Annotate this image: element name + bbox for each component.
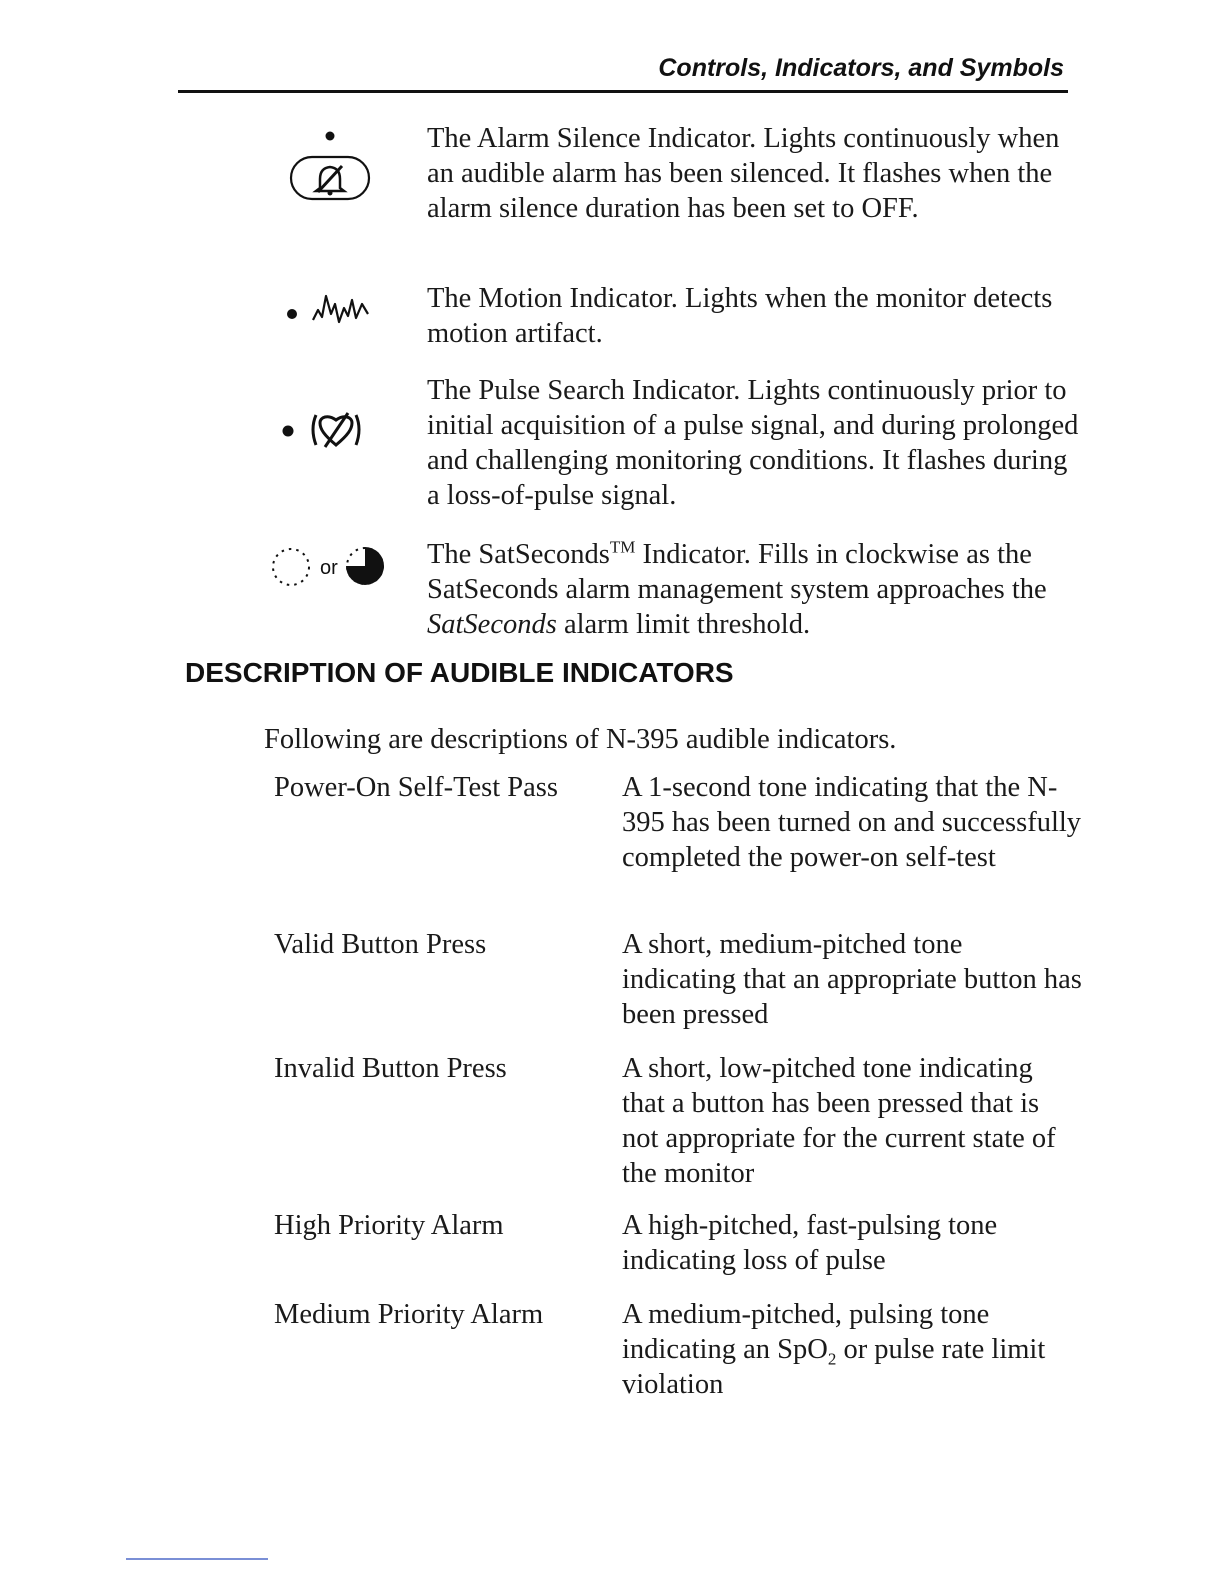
motion-description xyxy=(427,281,1087,351)
satseconds-text-a: The SatSeconds xyxy=(427,539,610,570)
audible-label: Power-On Self-Test Pass xyxy=(274,772,558,803)
audible-label: High Priority Alarm xyxy=(274,1210,504,1241)
audible-description: A 1-second tone indicating that the N-395 has been turned on and successfully completed the power-on self-test xyxy=(622,772,1082,873)
footer-rule xyxy=(126,1558,268,1560)
audible-description: A short, medium-pitched tone indicating that an appropriate button has been pressed xyxy=(622,929,1082,1030)
satseconds-text-b: Indicator. Fills in clockwise as the SatSeconds alarm management system approaches the xyxy=(427,539,1047,605)
audible-description: A high-pitched, fast-pulsing tone indicating loss of pulse xyxy=(622,1210,998,1276)
spo2-subscript: 2 xyxy=(827,1349,837,1369)
header-divider xyxy=(178,90,1068,93)
satseconds-icon xyxy=(268,540,396,596)
audible-label: Medium Priority Alarm xyxy=(274,1299,544,1330)
audible-description xyxy=(622,1297,1082,1402)
motion-text: The Motion Indicator. Lights when the monitor detects motion artifact. xyxy=(427,283,1053,349)
pulse-search-description xyxy=(427,373,1087,513)
trademark-mark: TM xyxy=(609,537,636,557)
medium-alarm-text-b: or pulse rate limit violation xyxy=(622,1334,1046,1400)
section-heading: DESCRIPTION OF AUDIBLE INDICATORS xyxy=(185,657,734,688)
audible-label: Invalid Button Press xyxy=(274,1053,507,1084)
audible-label: Valid Button Press xyxy=(274,929,487,960)
pulse-search-text: The Pulse Search Indicator. Lights continuously prior to initial acquisition of a pulse signal, and during prolonged and challenging monitoring conditions. It flashes during a loss-of-pulse signal. xyxy=(427,375,1079,511)
satseconds-description xyxy=(427,537,1087,642)
medium-alarm-text-a: A medium-pitched, pulsing tone indicating an SpO xyxy=(622,1299,990,1365)
motion-icon xyxy=(282,284,378,334)
satseconds-or-label: or xyxy=(320,557,338,579)
satseconds-text xyxy=(427,537,1087,642)
page-header-title: Controls, Indicators, and Symbols xyxy=(658,54,1064,82)
alarm-silence-icon xyxy=(284,126,376,206)
pulse-search-icon xyxy=(280,405,376,455)
satseconds-italic-term: SatSeconds xyxy=(427,609,557,640)
audible-description: A short, low-pitched tone indicating that a button has been pressed that is not appropriate for the current state of the monitor xyxy=(622,1053,1056,1189)
alarm-silence-description xyxy=(427,121,1087,226)
satseconds-text-c: alarm limit threshold. xyxy=(556,609,811,640)
alarm-silence-text: The Alarm Silence Indicator. Lights continuously when an audible alarm has been silenced. It flashes when the alarm silence duration has been set to OFF. xyxy=(427,123,1060,224)
section-intro: Following are descriptions of N-395 audible indicators. xyxy=(264,724,897,755)
